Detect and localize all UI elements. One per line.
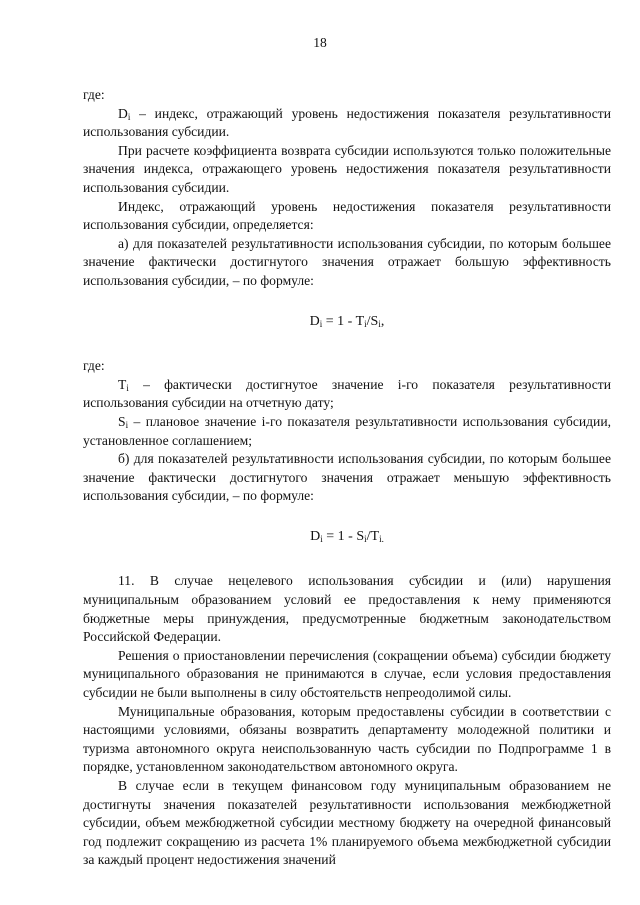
section-11: 11. В случае нецелевого использования субсидии и (или) нарушения муниципальным образованием условий ее предоставления к нему применяются бюджетные меры принуждения, предусмотренные бюджетным законодательством Российской Федерации. (83, 573, 611, 645)
paragraph-case-b: б) для показателей результативности использования субсидии, по которым большее значение фактически достигнутого значения отражает меньшую эффективность использования субсидии, – по формуле: (83, 451, 611, 504)
page-number: 18 (313, 35, 327, 50)
paragraph-return-obligation: Муниципальные образования, которым предоставлены субсидии в соответствии с настоящими условиями, обязаны возвратить департаменту молодежной политики и туризма автономного округа неиспользованную часть субсидии по Подпрограмме 1 в порядке, установленном законодательством автономного округа. (83, 703, 611, 775)
paragraph-force-majeure: Решения о приостановлении перечисления (сокращении объема) субсидии бюджету муниципального образования не принимаются в случае, если условия предоставления субсидии не были выполнены в силу обстоятельств непреодолимой силы. (83, 647, 611, 701)
di-definition: $D_i$ – индекс, отражающий уровень недостижения показателя результативности использования субсидии. (83, 105, 611, 140)
paragraph-reduction: В случае если в текущем финансовом году муниципальным образованием не достигнуты значения показателей результативности использования межбюджетной субсидии, объем межбюджетной субсидии местному бюджету на очередной финансовый год подлежит сокращению из расчета 1% планируемого объема межбюджетной субсидии за каждый процент недостижения значений (83, 778, 611, 868)
paragraph-case-a: а) для показателей результативности использования субсидии, по которым большее значение фактически достигнутого значения отражает большую эффективность использования субсидии, – по формуле: (83, 235, 611, 288)
document-body (83, 86, 611, 870)
formula-b: $D_i = 1 - S_i/T_{i.}$ (310, 528, 384, 544)
si-definition: $S_i$ – плановое значение i-го показателя результативности использования субсидии, установленное соглашением; (83, 413, 611, 448)
ti-definition: $T_i$ – фактически достигнутое значение i-го показателя результативности использования субсидии на отчетную дату; (83, 376, 611, 411)
where-label-2: где: (83, 358, 105, 374)
paragraph-positive-values: При расчете коэффициента возврата субсидии используются только положительные значения индекса, отражающего уровень недостижения показателя результативности использования субсидии. (83, 142, 611, 195)
paragraph-index-definition: Индекс, отражающий уровень недостижения показателя результативности использования субсидии, определяется: (83, 198, 611, 233)
formula-a: $D_i = 1 - T_i/S_i$, (309, 313, 385, 329)
where-label-1: где: (83, 87, 105, 102)
